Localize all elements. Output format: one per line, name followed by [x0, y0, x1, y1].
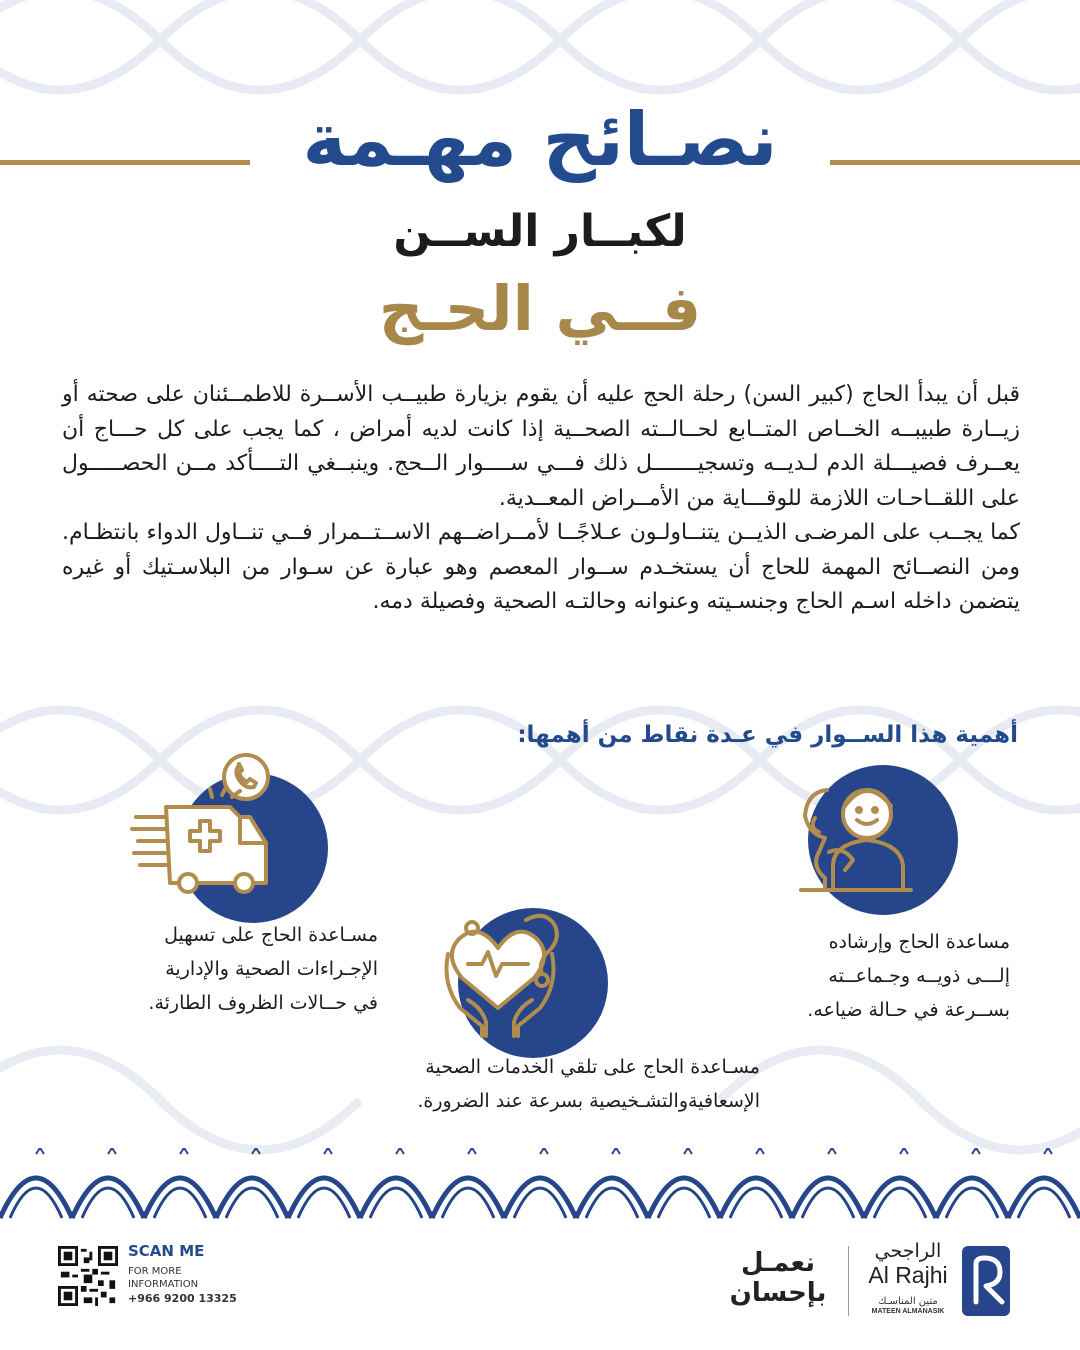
- point-caption-left: [88, 918, 378, 1020]
- caption-line: بســرعة في حـالة ضياعه.: [807, 999, 1010, 1021]
- scan-me-line-2: INFORMATION: [128, 1279, 199, 1290]
- footer-divider: [848, 1246, 849, 1316]
- caption-line: إلـــى ذويــه وجـماعــته: [828, 965, 1010, 987]
- brand-tagline-arabic: متين المناسـك: [878, 1296, 938, 1307]
- qr-code[interactable]: [58, 1246, 118, 1306]
- page-subtitle: لكبــار الســن: [393, 206, 687, 257]
- slogan-line-2: بإحسان: [729, 1278, 827, 1308]
- caption-line: مسـاعدة الحاج على تسهيل: [164, 924, 378, 946]
- importance-heading: أهمية هذا الســوار في عـدة نقاط من أهمها:: [517, 722, 1018, 748]
- brand-name-arabic: الراجحي: [874, 1240, 942, 1262]
- elderly-guide-icon: [793, 772, 918, 892]
- intro-paragraph-2: كما يجــب على المرضـى الذيــن يتنــاولـون عـلاجًــا لأمــراضــهم الاســتــمرار فــي تنــاول الدواء بانتظـام. ومن النصــائح المهمة للحاج أن يستخـدم ســوار المعصم وهو عبارة عن سـوار من البلاسـتيك أو غيره يتضمن داخله اسـم الحاج وجنسـيته وعنوانه وحالتـه الصحية وفصيلة دمه.: [62, 520, 1020, 614]
- title-rule-left: [0, 160, 250, 165]
- slogan: [728, 1248, 828, 1308]
- point-caption-right: [740, 925, 1010, 1027]
- caption-line: مساعدة الحاج وإرشاده: [828, 931, 1010, 953]
- caption-line: في حــالات الظروف الطارئة.: [148, 992, 378, 1014]
- scan-me-title: SCAN ME: [128, 1242, 205, 1260]
- contact-phone[interactable]: +966 9200 13325: [128, 1292, 237, 1305]
- caption-line: الإسعافيةوالتشـخيصية بسرعة عند الضرورة.: [417, 1090, 760, 1112]
- title-rule-right: [830, 160, 1080, 165]
- page-title: نصـائح مهـمة: [302, 97, 778, 183]
- healthcare-hands-icon: [438, 908, 573, 1038]
- slogan-line-1: نعمـل: [741, 1248, 815, 1278]
- point-caption-middle: [300, 1050, 760, 1118]
- intro-text: [62, 378, 1020, 620]
- decorative-arches: [0, 1148, 1080, 1220]
- ambulance-phone-icon: [128, 745, 278, 900]
- intro-paragraph-1: قبل أن يبدأ الحاج (كبير السن) رحلة الحج عليه أن يقوم بزيارة طبيــب الأســرة للاطمــئنان على صحته أو زيــارة طبيبــه الخــاص المتــابع لحــالــته الصحــية إذا كانت لديه أمراض ، كما يجب على كل حـــاج أن يعــرف فصيـــلة الدم لـديــه وتسجيـــــــل ذلك فـــي ســــوار الــحج. وينبــغي التــــأكد مــن الحصـــــول على اللقــاحـات اللازمة للوقـــاية من الأمــراض المعــدية.: [62, 382, 1020, 511]
- brand-name-english: Al Rajhi: [868, 1262, 948, 1288]
- brand-logo-icon: [962, 1246, 1010, 1316]
- scan-me-line-1: FOR MORE: [128, 1266, 182, 1277]
- page-subtitle-place: فــي الحـج: [378, 272, 702, 345]
- caption-line: الإجـراءات الصحية والإدارية: [165, 958, 378, 980]
- caption-line: مسـاعدة الحاج على تلقي الخدمات الصحية: [425, 1056, 760, 1078]
- brand-tagline-english: MATEEN ALMANASIK: [871, 1308, 945, 1315]
